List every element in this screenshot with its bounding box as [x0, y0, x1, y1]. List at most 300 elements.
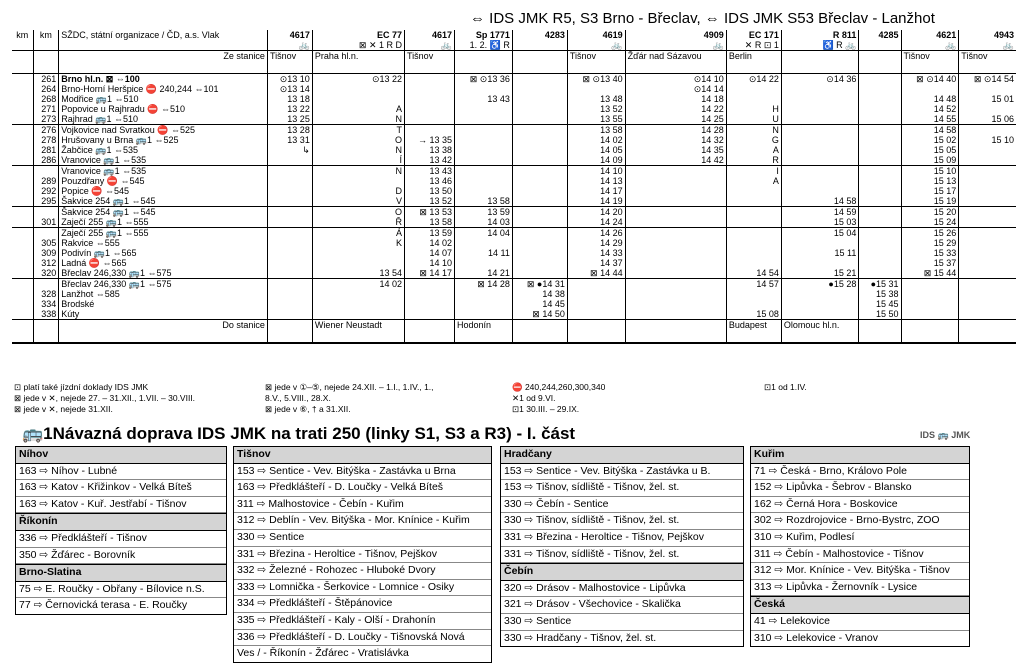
time-cell: 15 37	[901, 258, 959, 268]
train-marks: 🚲	[712, 40, 724, 50]
time-cell	[959, 279, 1016, 290]
time-cell: 14 54	[726, 268, 781, 279]
time-cell: R	[726, 155, 781, 166]
time-cell	[726, 196, 781, 207]
from-station	[512, 51, 567, 74]
time-cell	[781, 155, 858, 166]
station-name: Pouzdřany ⛔ ⇔545	[59, 176, 268, 186]
time-cell	[267, 299, 312, 309]
time-cell	[726, 207, 781, 218]
to-station	[901, 320, 959, 344]
time-cell	[454, 84, 512, 94]
station-row	[12, 176, 1016, 186]
time-cell: 13 31	[267, 135, 312, 145]
time-cell: 15 13	[901, 176, 959, 186]
time-cell: ⊙13 22	[312, 74, 404, 85]
time-cell	[625, 268, 726, 279]
to-station	[959, 320, 1016, 344]
time-cell: 14 33	[567, 248, 625, 258]
km2: 268	[33, 94, 59, 104]
time-cell	[859, 84, 901, 94]
km2: 305	[33, 238, 59, 248]
time-cell	[859, 238, 901, 248]
col-km2: km	[33, 30, 59, 51]
to-station	[512, 320, 567, 344]
note-line: ⛔ 240,244,260,300,340	[512, 382, 606, 392]
time-cell: 14 29	[567, 238, 625, 248]
bus-line: 331 ⇨ Březina - Heroltice - Tišnov, Pejškov	[501, 530, 743, 547]
km2: 320	[33, 268, 59, 279]
time-cell	[512, 125, 567, 136]
time-cell: ●15 31	[859, 279, 901, 290]
train-number	[859, 30, 901, 51]
time-cell	[625, 196, 726, 207]
station-name: Vranovice 🚌1 ⇔535	[59, 166, 268, 177]
time-cell	[625, 309, 726, 320]
station-row	[12, 94, 1016, 104]
bus-line: 77 ⇨ Černovická terasa - E. Roučky	[19, 599, 188, 612]
from-station: Tišnov	[901, 51, 959, 74]
station-name: Hrušovany u Brna 🚌1 ⇔525	[59, 135, 268, 145]
from-station: Tišnov	[405, 51, 455, 74]
col-operator: SŽDC, státní organizace / ČD, a.s. Vlak	[59, 30, 268, 51]
to-station	[625, 320, 726, 344]
station-row	[12, 135, 1016, 145]
header-row	[12, 30, 1016, 51]
time-cell	[859, 186, 901, 196]
time-cell: T	[312, 125, 404, 136]
km2: 292	[33, 186, 59, 196]
time-cell	[567, 289, 625, 299]
bus-line: Ves / - Říkonín - Žďárec - Vratislávka	[237, 647, 409, 660]
station-name: Rakvice ⇔555	[59, 238, 268, 248]
time-cell	[512, 84, 567, 94]
time-cell: 15 09	[901, 155, 959, 166]
time-cell: 14 18	[625, 94, 726, 104]
time-cell	[267, 289, 312, 299]
time-cell	[726, 228, 781, 239]
time-cell	[959, 248, 1016, 258]
time-cell: 15 11	[781, 248, 858, 258]
time-cell	[859, 248, 901, 258]
time-cell: 15 38	[859, 289, 901, 299]
time-cell: 14 04	[454, 228, 512, 239]
time-cell	[625, 238, 726, 248]
time-cell: 15 01	[959, 94, 1016, 104]
time-cell	[959, 309, 1016, 320]
time-cell	[726, 94, 781, 104]
time-cell	[901, 299, 959, 309]
station-row	[12, 145, 1016, 155]
bus-box-2	[233, 446, 492, 663]
to-station	[567, 320, 625, 344]
km2: 276	[33, 125, 59, 136]
bus-line: 163 ⇨ Katov - Kuř. Jestřabí - Tišnov	[16, 497, 226, 514]
time-cell	[901, 84, 959, 94]
bus-line: 153 ⇨ Sentice - Vev. Bitýška - Zastávka u Brna	[234, 464, 491, 481]
time-cell: 15 45	[859, 299, 901, 309]
time-cell: 14 26	[567, 228, 625, 239]
station-name: Brno hl.n. ⊠ ⇔100	[59, 74, 268, 85]
time-cell: 14 02	[567, 135, 625, 145]
time-cell	[859, 268, 901, 279]
km1	[12, 84, 33, 94]
time-cell: 15 33	[901, 248, 959, 258]
time-cell	[405, 289, 455, 299]
time-cell	[267, 155, 312, 166]
time-cell	[512, 196, 567, 207]
station-name: Zaječí 255 🚌1 ⇔555	[59, 217, 268, 228]
train-marks: 🚲	[1002, 40, 1014, 50]
station-name: Lanžhot ⇔585	[59, 289, 268, 299]
bus-line: 152 ⇨ Lipůvka - Šebrov - Blansko	[751, 480, 969, 497]
time-cell	[901, 289, 959, 299]
km2: 312	[33, 258, 59, 268]
km2: 264	[33, 84, 59, 94]
time-cell: 14 11	[454, 248, 512, 258]
time-cell: ⊠ 14 50	[512, 309, 567, 320]
station-name: Popice ⛔ ⇔545	[59, 186, 268, 196]
km1	[12, 248, 33, 258]
time-cell: 14 21	[454, 268, 512, 279]
time-cell	[454, 289, 512, 299]
col-km1: km	[12, 30, 33, 51]
time-cell	[726, 299, 781, 309]
time-cell: ⊠ ⊙13 36	[454, 74, 512, 85]
time-cell	[959, 258, 1016, 268]
time-cell	[512, 207, 567, 218]
time-cell: 15 17	[901, 186, 959, 196]
time-cell: ↳	[267, 145, 312, 155]
time-cell: 14 57	[726, 279, 781, 290]
time-cell: 13 38	[405, 145, 455, 155]
time-cell	[781, 166, 858, 177]
time-cell	[267, 196, 312, 207]
time-cell	[959, 176, 1016, 186]
time-cell: 14 13	[567, 176, 625, 186]
time-cell	[567, 84, 625, 94]
time-cell	[859, 196, 901, 207]
time-cell: N	[312, 166, 404, 177]
time-cell	[312, 309, 404, 320]
time-cell	[405, 94, 455, 104]
km2	[33, 279, 59, 290]
train-number	[267, 30, 312, 51]
station-row	[12, 248, 1016, 258]
time-cell	[859, 104, 901, 114]
time-cell	[512, 176, 567, 186]
time-cell: 15 29	[901, 238, 959, 248]
time-cell: N	[312, 145, 404, 155]
time-cell: ⊙14 36	[781, 74, 858, 85]
time-cell	[781, 238, 858, 248]
time-cell	[625, 186, 726, 196]
time-cell	[512, 94, 567, 104]
time-cell: 14 09	[567, 155, 625, 166]
bus-line: 333 ⇨ Lomnička - Šerkovice - Lomnice - Osiky	[234, 580, 491, 597]
time-cell: A	[726, 176, 781, 186]
time-cell: 13 58	[567, 125, 625, 136]
bus-line: 162 ⇨ Černá Hora - Boskovice	[751, 497, 969, 514]
box-section-heading: Čebín	[501, 563, 743, 581]
time-cell: ⊠ ●14 31	[512, 279, 567, 290]
time-cell	[959, 155, 1016, 166]
time-cell: ⊠ ⊙14 40	[901, 74, 959, 85]
km2: 286	[33, 155, 59, 166]
train-marks: 🚲	[298, 40, 310, 50]
time-cell	[625, 299, 726, 309]
time-cell	[625, 176, 726, 186]
train-marks: 🚲	[611, 40, 623, 50]
time-cell: 14 48	[901, 94, 959, 104]
time-cell: 13 50	[405, 186, 455, 196]
time-cell: 14 05	[567, 145, 625, 155]
bus-line: 310 ⇨ Lelekovice - Vranov	[754, 631, 878, 644]
bus-line: 321 ⇨ Drásov - Všechovice - Skalička	[501, 597, 743, 614]
bus-line: 335 ⇨ Předklášteří - Kaly - Olší - Drahonín	[234, 613, 491, 630]
time-cell: 14 02	[312, 279, 404, 290]
train-marks: 1. 2. ♿ R	[469, 40, 510, 50]
station-name: Vojkovice nad Svratkou ⛔ ⇔525	[59, 125, 268, 136]
notes-col-2	[265, 382, 434, 415]
time-cell	[267, 228, 312, 239]
train-number	[781, 30, 858, 51]
time-cell	[312, 289, 404, 299]
km1	[12, 166, 33, 177]
station-name: Ladná ⛔ ⇔565	[59, 258, 268, 268]
from-station: Tišnov	[267, 51, 312, 74]
station-name: Kúty	[59, 309, 268, 320]
time-cell	[959, 186, 1016, 196]
time-cell: 15 50	[859, 309, 901, 320]
time-cell	[859, 145, 901, 155]
time-cell: 14 17	[567, 186, 625, 196]
time-cell	[267, 238, 312, 248]
km1	[12, 258, 33, 268]
note-line: ⊡1 30.III. – 29.IX.	[512, 404, 580, 414]
timetable	[12, 30, 1016, 344]
station-name: Šakvice 254 🚌1 ⇔545	[59, 196, 268, 207]
train-number	[726, 30, 781, 51]
time-cell	[859, 176, 901, 186]
station-row	[12, 186, 1016, 196]
bus-line: 320 ⇨ Drásov - Malhostovice - Lipůvka	[501, 581, 743, 598]
time-cell	[959, 207, 1016, 218]
train-id: 4943	[993, 30, 1014, 40]
time-cell	[625, 166, 726, 177]
station-row	[12, 268, 1016, 279]
km2: 271	[33, 104, 59, 114]
time-cell: ⊠ 14 44	[567, 268, 625, 279]
time-cell	[454, 238, 512, 248]
km2: 334	[33, 299, 59, 309]
note-line: ⊡1 od 1.IV.	[764, 382, 807, 392]
time-cell	[512, 155, 567, 166]
station-name: Zaječí 255 🚌1 ⇔555	[59, 228, 268, 239]
from-station: Tišnov	[567, 51, 625, 74]
time-cell: ⊠ ⊙14 54	[959, 74, 1016, 85]
bus-line: 302 ⇨ Rozdrojovice - Brno-Bystrc, ZOO	[751, 513, 969, 530]
train-marks: ♿ R 🚲	[822, 40, 857, 50]
km1	[12, 186, 33, 196]
time-cell	[567, 299, 625, 309]
time-cell	[405, 125, 455, 136]
box-section-heading: Říkonín	[16, 513, 226, 531]
station-name: Popovice u Rajhradu ⛔ ⇔510	[59, 104, 268, 114]
train-id: 4621	[936, 30, 957, 40]
time-cell	[959, 238, 1016, 248]
bus-line: 331 ⇨ Tišnov, sídliště - Tišnov, žel. st.	[501, 547, 743, 564]
time-cell	[405, 104, 455, 114]
time-cell: A	[312, 104, 404, 114]
km2: 338	[33, 309, 59, 320]
time-cell	[859, 125, 901, 136]
time-cell	[512, 248, 567, 258]
time-cell	[959, 299, 1016, 309]
time-cell	[512, 258, 567, 268]
time-cell	[454, 135, 512, 145]
train-id: R 811	[832, 30, 857, 40]
bus-line: 312 ⇨ Deblín - Vev. Bitýška - Mor. Knínice - Kuřim	[234, 513, 491, 530]
time-cell	[454, 155, 512, 166]
train-id: EC 77	[377, 30, 403, 40]
time-cell: 13 59	[454, 207, 512, 218]
box-section-heading: Níhov	[16, 447, 226, 464]
train-number	[454, 30, 512, 51]
bus-line: 71 ⇨ Česká - Brno, Královo Pole	[751, 464, 969, 481]
notes-col-4	[764, 382, 807, 393]
note-line: ✕1 od 9.VI.	[512, 393, 556, 403]
time-cell: 14 32	[625, 135, 726, 145]
time-cell	[726, 217, 781, 228]
time-cell	[267, 268, 312, 279]
station-row	[12, 74, 1016, 85]
bus-line: 330 ⇨ Čebín - Sentice	[501, 497, 743, 514]
time-cell	[625, 289, 726, 299]
time-cell: → 13 35	[405, 135, 455, 145]
time-cell	[959, 145, 1016, 155]
time-cell: 15 19	[901, 196, 959, 207]
station-row	[12, 299, 1016, 309]
station-row	[12, 155, 1016, 166]
time-cell: 13 52	[567, 104, 625, 114]
train-id: 4619	[602, 30, 623, 40]
time-cell	[781, 289, 858, 299]
bus-line: 336 ⇨ Předklášteří - Tišnov	[16, 531, 226, 548]
time-cell	[512, 145, 567, 155]
time-cell	[781, 125, 858, 136]
time-cell: Á	[312, 228, 404, 239]
time-cell: ⊙13 10	[267, 74, 312, 85]
time-cell: 15 24	[901, 217, 959, 228]
time-cell: G	[726, 135, 781, 145]
note-line: 8.V., 5.VIII., 28.X.	[265, 393, 331, 403]
bus-line: 311 ⇨ Čebín - Malhostovice - Tišnov	[751, 547, 969, 564]
km1	[12, 155, 33, 166]
note-line: ⊠ jede v ①–⑤, nejede 24.XII. – 1.I., 1.IV., 1.,	[265, 382, 434, 392]
time-cell	[512, 114, 567, 125]
to-row	[12, 320, 1016, 344]
time-cell	[859, 135, 901, 145]
time-cell: 13 58	[405, 217, 455, 228]
time-cell: ⊠ 14 17	[405, 268, 455, 279]
time-cell: 15 02	[901, 135, 959, 145]
bus-line: 153 ⇨ Tišnov, sídliště - Tišnov, žel. st.	[501, 480, 743, 497]
from-station	[454, 51, 512, 74]
page-title: ⇔ IDS JMK R5, S3 Brno - Břeclav, ⇔ IDS JMK S53 Břeclav - Lanžhot	[470, 10, 935, 27]
box-section-heading: Brno-Slatina	[16, 564, 226, 582]
time-cell	[454, 104, 512, 114]
time-cell: ⊙13 14	[267, 84, 312, 94]
km1	[12, 176, 33, 186]
km2: 261	[33, 74, 59, 85]
time-cell: O	[312, 135, 404, 145]
train-marks: 🚲	[440, 40, 452, 50]
station-row	[12, 207, 1016, 218]
station-name: Břeclav 246,330 🚌1 ⇔575	[59, 279, 268, 290]
train-id: Sp 1771	[475, 30, 510, 40]
time-cell: 14 38	[512, 289, 567, 299]
time-cell	[781, 299, 858, 309]
bus-line: 313 ⇨ Lipůvka - Žernovník - Lysice	[751, 580, 969, 597]
note-line: ⊠ jede v ✕, nejede 27. – 31.XII., 1.VII. – 30.VIII.	[14, 393, 196, 403]
bus-line: 336 ⇨ Předklášteří - D. Loučky - Tišnovská Nová	[234, 630, 491, 647]
train-number	[312, 30, 404, 51]
time-cell	[512, 217, 567, 228]
bus-line: 153 ⇨ Sentice - Vev. Bitýška - Zastávka u B.	[501, 464, 743, 481]
time-cell: 15 26	[901, 228, 959, 239]
time-cell: 15 05	[901, 145, 959, 155]
box-section-heading: Česká	[751, 596, 969, 614]
time-cell	[454, 176, 512, 186]
km1	[12, 74, 33, 85]
km2: 309	[33, 248, 59, 258]
km2: 328	[33, 289, 59, 299]
train-number	[959, 30, 1016, 51]
time-cell	[512, 268, 567, 279]
time-cell: I	[726, 166, 781, 177]
station-row	[12, 258, 1016, 268]
time-cell	[312, 94, 404, 104]
time-cell: ⊙14 22	[726, 74, 781, 85]
train-marks: ✕ R ⊡ 1	[744, 40, 779, 50]
time-cell	[959, 289, 1016, 299]
to-station: Wiener Neustadt	[312, 320, 404, 344]
station-row	[12, 166, 1016, 177]
time-cell: ⊠ 15 44	[901, 268, 959, 279]
from-station: Žďár nad Sázavou	[625, 51, 726, 74]
time-cell	[959, 104, 1016, 114]
time-cell	[726, 186, 781, 196]
bus-line: 312 ⇨ Mor. Knínice - Vev. Bitýška - Tišnov	[751, 563, 969, 580]
time-cell	[781, 135, 858, 145]
from-station: Tišnov	[959, 51, 1016, 74]
train-number	[405, 30, 455, 51]
km2	[33, 166, 59, 177]
time-cell	[781, 309, 858, 320]
time-cell: K	[312, 238, 404, 248]
time-cell	[625, 217, 726, 228]
time-cell: A	[726, 145, 781, 155]
km1	[12, 238, 33, 248]
km1	[12, 196, 33, 207]
station-row	[12, 125, 1016, 136]
time-cell: 15 03	[781, 217, 858, 228]
bus-line: 331 ⇨ Březina - Heroltice - Tišnov, Pejškov	[234, 547, 491, 564]
time-cell	[567, 279, 625, 290]
time-cell	[781, 114, 858, 125]
time-cell: 15 08	[726, 309, 781, 320]
